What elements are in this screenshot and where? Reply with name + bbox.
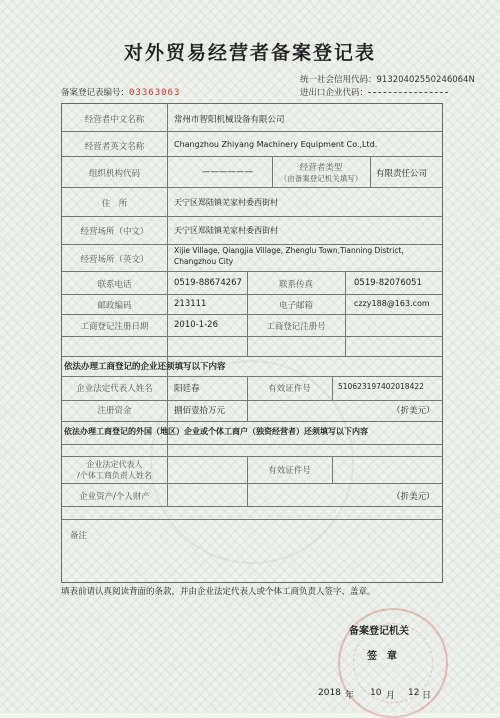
date-year-unit: 年 xyxy=(345,691,355,701)
reg-form-line xyxy=(61,86,180,98)
date-year: 2018 xyxy=(318,688,341,698)
authority-label: 备案登记机关 xyxy=(349,626,409,637)
biz-no-label: 工商登记注册号 xyxy=(266,322,326,332)
id-label: 有效证件号 xyxy=(268,384,311,394)
rep-label: 企业法定代表人姓名 xyxy=(76,384,153,394)
credit-code-line xyxy=(300,73,475,85)
assets-unit: （折美元） xyxy=(392,492,435,502)
foreign-rep-label-1: 企业法定代表人 xyxy=(86,460,143,469)
import-export-line xyxy=(300,86,448,98)
date-day: 12 xyxy=(408,688,420,698)
type-label-1: 经营者类型 xyxy=(299,163,343,173)
section-enterprise: 依法办理工商登记的企业还须填写以下内容 xyxy=(64,362,226,372)
type-label-2: （由备案登记机关填写） xyxy=(279,174,363,183)
date-month: 10 xyxy=(370,688,382,698)
cn-name-label: 经营者中文名称 xyxy=(84,115,145,125)
registration-table xyxy=(61,103,443,583)
assets-label: 企业资产/个人财产 xyxy=(79,492,150,502)
postal-value: 213111 xyxy=(174,299,207,309)
foreign-rep-label-2: /个体工商负责人姓名 xyxy=(77,471,152,480)
cn-name-value: 常州市智阳机械设备有限公司 xyxy=(174,115,285,125)
email-label: 电子邮箱 xyxy=(278,301,313,311)
import-export-blank xyxy=(368,92,448,93)
rep-value: 阳廷春 xyxy=(174,384,200,394)
email-value: czzy188@163.com xyxy=(354,299,430,308)
capital-value: 捌佰壹拾万元 xyxy=(174,406,226,416)
page-title: 对外贸易经营者备案登记表 xyxy=(123,42,376,64)
phone-value: 0519-88674267 xyxy=(174,278,242,288)
premises-en-line-1: Xijie Village, Qiangjia Village, Zhenglu Town,Tianning District, xyxy=(174,246,404,255)
reg-form-label: 备案登记表编号： xyxy=(61,88,130,98)
foreign-id-label: 有效证件号 xyxy=(268,466,311,476)
residence-value: 天宁区郑陆镇羌家村委西街村 xyxy=(174,198,278,207)
org-code-label: 组织机构代码 xyxy=(88,169,140,179)
import-export-label: 进出口企业代码： xyxy=(300,88,369,98)
fax-label: 联系传真 xyxy=(278,280,313,290)
reg-form-number: 03363063 xyxy=(129,88,181,98)
date-month-unit: 月 xyxy=(386,691,396,701)
section-foreign: 依法办理工商登记的外国（地区）企业或个体工商户（独资经营者）还须填写以下内容 xyxy=(64,427,368,436)
premises-cn-value: 天宁区郑陆镇羌家村委西街村 xyxy=(174,226,278,235)
capital-label: 注册资金 xyxy=(97,406,132,416)
en-name-label: 经营者英文名称 xyxy=(84,142,145,152)
capital-unit: （折美元） xyxy=(392,406,435,416)
remarks-label: 备注 xyxy=(70,531,88,541)
seal-label: 签 章 xyxy=(367,651,397,662)
fax-value: 0519-82076051 xyxy=(354,278,422,288)
residence-label: 住 所 xyxy=(101,199,128,209)
biz-date-value: 2010-1-26 xyxy=(174,320,218,330)
en-name-value: Changzhou Zhiyang Machinery Equipment Co.,Ltd. xyxy=(174,140,378,149)
footer-note: 填表前请认真阅读背面的条款，并由企业法定代表人或个体工商负责人签字、盖章。 xyxy=(61,587,376,597)
type-value: 有限责任公司 xyxy=(376,169,428,179)
premises-en-line-2: Changzhou City xyxy=(174,257,234,266)
premises-cn-label: 经营场所（中文） xyxy=(80,227,149,237)
credit-code-label: 统一社会信用代码： xyxy=(300,75,377,85)
postal-label: 邮政编码 xyxy=(97,301,132,311)
biz-date-label: 工商登记注册日期 xyxy=(80,322,149,332)
date-day-unit: 日 xyxy=(422,691,432,701)
org-code-value: —————— xyxy=(202,167,253,177)
credit-code-value: 91320402550246064N xyxy=(376,75,475,85)
phone-label: 联系电话 xyxy=(97,280,132,290)
premises-en-label: 经营场所（英文） xyxy=(80,255,149,265)
id-value: 510623197402018422 xyxy=(338,382,424,391)
